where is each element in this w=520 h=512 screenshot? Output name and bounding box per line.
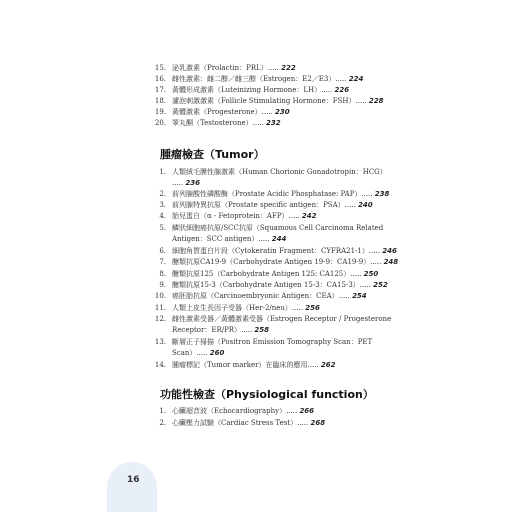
entry-number: 10. [154, 292, 166, 300]
entry-number: 8. [159, 270, 166, 278]
entry-title: 黃體形成激素（Luteinizing Hormone：LH）..... [172, 86, 333, 94]
entry-number: 18. [154, 97, 166, 105]
entry-page: 256 [305, 304, 320, 312]
entry-title: 細胞角質蛋白片段（Cytokeratin Fragment：CYFRA21-1）..... [172, 247, 380, 255]
entry-title-continued: ..... [172, 179, 184, 187]
entry-page: 258 [254, 326, 270, 334]
toc-entry [159, 406, 397, 417]
entry-number: 16. [154, 75, 166, 83]
entry-number: 4. [159, 212, 166, 220]
entry-title: 黃體激素（Progesterone）..... [172, 108, 273, 116]
toc-entry [154, 118, 397, 129]
entry-title: 醣類抗原15-3（Carbohydrate Antigen 15-3：CA15-3）..... [172, 281, 371, 289]
entry-title: 心臟超音波（Echocardiography）..... [172, 407, 298, 415]
entry-number: 13. [154, 338, 166, 346]
entry-page: 230 [275, 108, 290, 116]
toc-entry [159, 211, 397, 222]
entry-page: 246 [382, 247, 397, 255]
section-heading-function: 功能性檢查（Physiological function） [160, 388, 374, 401]
entry-title: 睪丸酮（Testosterone）..... [172, 119, 264, 127]
entry-number: 11. [154, 304, 166, 312]
toc-entry [154, 85, 397, 96]
entry-title: 腫瘤標記（Tumor marker）在臨床的應用..... [172, 361, 319, 369]
entry-page: 250 [363, 270, 379, 278]
entry-title: 醣類抗原CA19-9（Carbohydrate Antigen 19-9：CA19-9）..... [172, 258, 382, 266]
entry-number: 15. [154, 64, 166, 72]
entry-page: 266 [299, 407, 315, 415]
entry-number: 7. [159, 258, 166, 266]
entry-number: 12. [154, 315, 166, 323]
entry-page: 222 [281, 64, 296, 72]
entry-page: 248 [383, 258, 399, 266]
entry-title-continued: Antigen：SCC antigen）..... [172, 235, 270, 243]
entry-number: 5. [159, 224, 166, 232]
toc-entry [154, 107, 397, 118]
entry-page: 226 [334, 86, 350, 94]
toc-entry [154, 337, 397, 359]
toc-entry [154, 303, 397, 314]
toc-entry [159, 167, 397, 189]
entry-title: 心臟壓力試驗（Cardiac Stress Test）..... [172, 419, 309, 427]
entry-page: 236 [185, 179, 200, 187]
entry-number: 3. [159, 201, 166, 209]
entry-page: 252 [373, 281, 388, 289]
entry-title: 濾泡刺激激素（Follicle Stimulating Hormone：FSH）..... [172, 97, 367, 105]
entry-page: 228 [368, 97, 384, 105]
entry-title: 雌性激素受器／黃體激素受器（Estrogen Receptor / Progesterone [172, 315, 392, 323]
toc-entry [159, 223, 397, 245]
entry-title: 鱗狀細胞癌抗原/SCC抗原（Squamous Cell Carcinoma Related [172, 224, 384, 232]
entry-page: 224 [348, 75, 364, 83]
entry-title: 斷層正子掃描（Positron Emission Tomography Scan：PET [172, 338, 373, 346]
entry-page: 254 [352, 292, 367, 300]
toc-entry [159, 269, 397, 280]
entry-number: 1. [159, 168, 166, 176]
section-heading-tumor: 腫瘤檢查（Tumor） [160, 148, 265, 161]
toc-entry [159, 418, 397, 429]
entry-title: 人類絨毛膜性腺激素（Human Chorionic Gonadotropin：HCG） [172, 168, 387, 176]
toc-entry [159, 280, 397, 291]
entry-number: 6. [159, 247, 166, 255]
toc-entry [154, 63, 397, 74]
entry-number: 14. [154, 361, 166, 369]
entry-title: 醣類抗原125（Carbohydrate Antigen 125: CA125）..... [172, 270, 362, 278]
toc-entry [154, 314, 397, 336]
toc-entry [154, 96, 397, 107]
toc-entry [159, 246, 397, 257]
entry-page: 268 [310, 419, 326, 427]
entry-title-continued: Scan）..... [172, 349, 208, 357]
entry-page: 260 [209, 349, 225, 357]
entry-number: 19. [154, 108, 166, 116]
entry-page: 232 [266, 119, 281, 127]
entry-title: 前列腺特異抗原（Prostate specific antigen：PSA）..... [172, 201, 356, 209]
entry-number: 20. [154, 119, 166, 127]
page-number: 16 [127, 475, 140, 485]
entry-page: 238 [374, 190, 390, 198]
entry-page: 262 [320, 361, 336, 369]
entry-number: 2. [159, 419, 166, 427]
toc-entry [154, 291, 397, 302]
entry-title: 前列腺酸性磷酸酶（Prostate Acidic Phosphatase: PAP）..... [172, 190, 373, 198]
entry-number: 2. [159, 190, 166, 198]
entry-page: 244 [271, 235, 287, 243]
entry-title: 泌乳激素（Prolactin：PRL）..... [172, 64, 279, 72]
entry-number: 17. [154, 86, 166, 94]
entry-page: 242 [301, 212, 317, 220]
entry-title: 雌性激素：雌二醇／雌三醇（Estrogen：E2／E3）..... [172, 75, 347, 83]
entry-title: 癌胚胎抗原（Carcinoembryonic Antigen：CEA）..... [172, 292, 350, 300]
entry-number: 1. [159, 407, 166, 415]
entry-number: 9. [159, 281, 166, 289]
entry-title: 人類上皮生長因子受器（Her-2/neu）..... [172, 304, 304, 312]
toc-entry [154, 74, 397, 85]
toc-entry [159, 200, 397, 211]
entry-title-continued: Receptor：ER/PR）..... [172, 326, 253, 334]
entry-title: 胎兒蛋白（α - Fetoprotein：AFP）..... [172, 212, 300, 220]
toc-entry [159, 257, 399, 268]
toc-entry [159, 189, 397, 200]
page-number-tab [107, 462, 157, 512]
toc-entry [154, 360, 397, 371]
entry-page: 240 [358, 201, 373, 209]
